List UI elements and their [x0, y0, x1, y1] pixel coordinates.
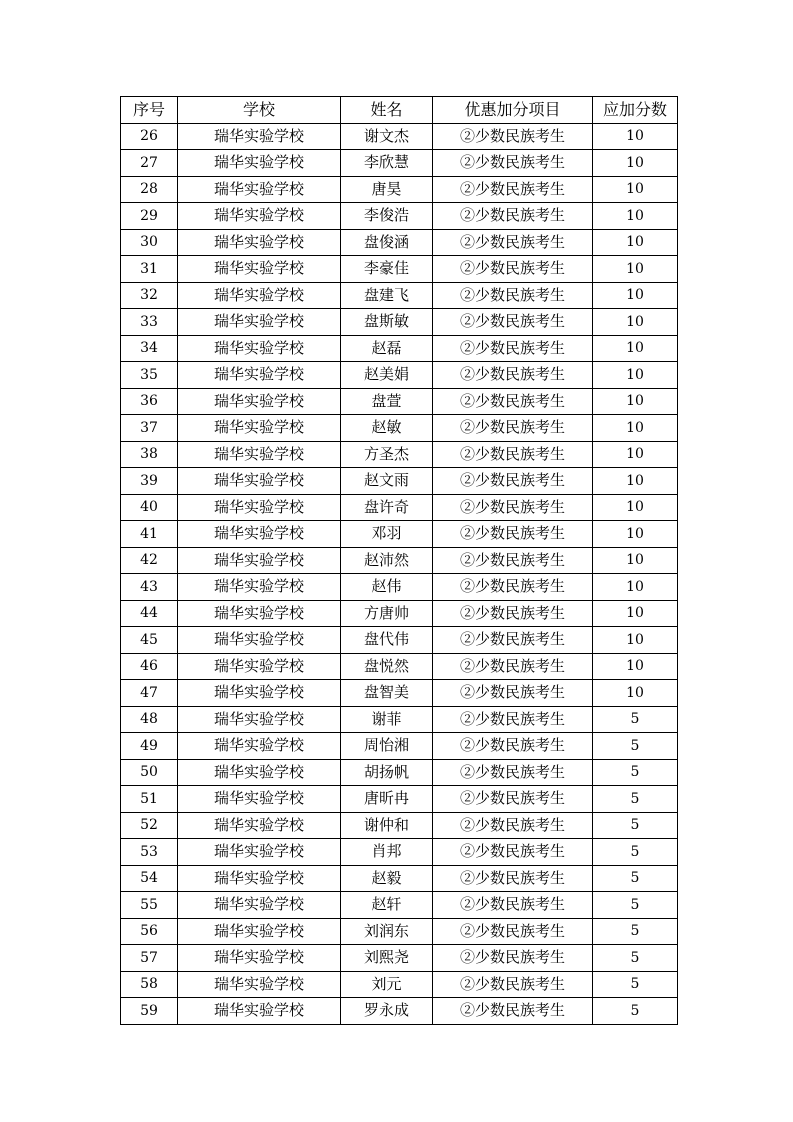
- cell-name: 赵敏: [341, 415, 433, 442]
- cell-seq: 28: [121, 176, 178, 203]
- cell-school: 瑞华实验学校: [178, 494, 341, 521]
- cell-name: 赵沛然: [341, 547, 433, 574]
- cell-name: 唐昕冉: [341, 786, 433, 813]
- cell-name: 唐昊: [341, 176, 433, 203]
- cell-name: 盘萱: [341, 388, 433, 415]
- cell-school: 瑞华实验学校: [178, 574, 341, 601]
- cell-seq: 49: [121, 733, 178, 760]
- table-row: [121, 547, 678, 574]
- table-row: [121, 388, 678, 415]
- cell-seq: 36: [121, 388, 178, 415]
- cell-item: ②少数民族考生: [433, 918, 593, 945]
- cell-school: 瑞华实验学校: [178, 733, 341, 760]
- cell-seq: 33: [121, 309, 178, 336]
- cell-item: ②少数民族考生: [433, 839, 593, 866]
- cell-score: 10: [593, 494, 678, 521]
- cell-school: 瑞华实验学校: [178, 839, 341, 866]
- cell-name: 赵美娟: [341, 362, 433, 389]
- cell-score: 5: [593, 759, 678, 786]
- cell-seq: 58: [121, 971, 178, 998]
- table-row: [121, 282, 678, 309]
- cell-seq: 51: [121, 786, 178, 813]
- cell-name: 罗永成: [341, 998, 433, 1025]
- cell-school: 瑞华实验学校: [178, 653, 341, 680]
- cell-name: 盘悦然: [341, 653, 433, 680]
- cell-score: 10: [593, 680, 678, 707]
- cell-school: 瑞华实验学校: [178, 415, 341, 442]
- cell-seq: 46: [121, 653, 178, 680]
- cell-item: ②少数民族考生: [433, 680, 593, 707]
- cell-item: ②少数民族考生: [433, 653, 593, 680]
- header-school: 学校: [178, 97, 341, 124]
- cell-item: ②少数民族考生: [433, 494, 593, 521]
- cell-item: ②少数民族考生: [433, 574, 593, 601]
- cell-school: 瑞华实验学校: [178, 892, 341, 919]
- cell-name: 盘俊涵: [341, 229, 433, 256]
- table-row: [121, 123, 678, 150]
- cell-seq: 45: [121, 627, 178, 654]
- cell-name: 刘熙尧: [341, 945, 433, 972]
- cell-item: ②少数民族考生: [433, 600, 593, 627]
- cell-score: 10: [593, 521, 678, 548]
- cell-item: ②少数民族考生: [433, 229, 593, 256]
- cell-name: 谢菲: [341, 706, 433, 733]
- table-row: [121, 627, 678, 654]
- cell-seq: 44: [121, 600, 178, 627]
- cell-score: 10: [593, 600, 678, 627]
- cell-seq: 41: [121, 521, 178, 548]
- cell-seq: 27: [121, 150, 178, 177]
- cell-score: 10: [593, 229, 678, 256]
- cell-seq: 26: [121, 123, 178, 150]
- cell-school: 瑞华实验学校: [178, 786, 341, 813]
- table-row: [121, 600, 678, 627]
- cell-school: 瑞华实验学校: [178, 441, 341, 468]
- cell-item: ②少数民族考生: [433, 415, 593, 442]
- cell-item: ②少数民族考生: [433, 786, 593, 813]
- cell-item: ②少数民族考生: [433, 627, 593, 654]
- cell-seq: 34: [121, 335, 178, 362]
- cell-school: 瑞华实验学校: [178, 680, 341, 707]
- cell-school: 瑞华实验学校: [178, 309, 341, 336]
- cell-name: 赵磊: [341, 335, 433, 362]
- header-name: 姓名: [341, 97, 433, 124]
- cell-score: 10: [593, 388, 678, 415]
- cell-name: 盘建飞: [341, 282, 433, 309]
- table-body: [121, 123, 678, 1024]
- table-row: [121, 176, 678, 203]
- header-seq: 序号: [121, 97, 178, 124]
- cell-score: 10: [593, 362, 678, 389]
- cell-item: ②少数民族考生: [433, 309, 593, 336]
- cell-score: 10: [593, 335, 678, 362]
- table-row: [121, 733, 678, 760]
- cell-score: 5: [593, 706, 678, 733]
- cell-name: 盘代伟: [341, 627, 433, 654]
- cell-school: 瑞华实验学校: [178, 547, 341, 574]
- table-row: [121, 680, 678, 707]
- table-header: [121, 97, 678, 124]
- cell-score: 10: [593, 441, 678, 468]
- table-row: [121, 892, 678, 919]
- cell-score: 10: [593, 627, 678, 654]
- cell-seq: 43: [121, 574, 178, 601]
- cell-school: 瑞华实验学校: [178, 971, 341, 998]
- table-row: [121, 865, 678, 892]
- cell-item: ②少数民族考生: [433, 282, 593, 309]
- cell-seq: 37: [121, 415, 178, 442]
- table-row: [121, 441, 678, 468]
- header-item: 优惠加分项目: [433, 97, 593, 124]
- cell-school: 瑞华实验学校: [178, 150, 341, 177]
- cell-seq: 35: [121, 362, 178, 389]
- table-row: [121, 998, 678, 1025]
- cell-school: 瑞华实验学校: [178, 362, 341, 389]
- cell-name: 邓羽: [341, 521, 433, 548]
- cell-school: 瑞华实验学校: [178, 600, 341, 627]
- cell-seq: 54: [121, 865, 178, 892]
- cell-name: 赵轩: [341, 892, 433, 919]
- cell-score: 10: [593, 574, 678, 601]
- cell-school: 瑞华实验学校: [178, 123, 341, 150]
- table-row: [121, 839, 678, 866]
- cell-item: ②少数民族考生: [433, 468, 593, 495]
- cell-school: 瑞华实验学校: [178, 865, 341, 892]
- table-row: [121, 229, 678, 256]
- cell-name: 盘许奇: [341, 494, 433, 521]
- cell-school: 瑞华实验学校: [178, 229, 341, 256]
- cell-school: 瑞华实验学校: [178, 627, 341, 654]
- cell-name: 谢仲和: [341, 812, 433, 839]
- cell-item: ②少数民族考生: [433, 123, 593, 150]
- cell-score: 5: [593, 786, 678, 813]
- cell-seq: 50: [121, 759, 178, 786]
- cell-school: 瑞华实验学校: [178, 256, 341, 283]
- cell-item: ②少数民族考生: [433, 547, 593, 574]
- cell-seq: 30: [121, 229, 178, 256]
- cell-score: 5: [593, 945, 678, 972]
- cell-score: 10: [593, 415, 678, 442]
- cell-school: 瑞华实验学校: [178, 945, 341, 972]
- cell-name: 谢文杰: [341, 123, 433, 150]
- cell-seq: 42: [121, 547, 178, 574]
- cell-name: 赵毅: [341, 865, 433, 892]
- table-row: [121, 415, 678, 442]
- cell-school: 瑞华实验学校: [178, 759, 341, 786]
- cell-name: 刘元: [341, 971, 433, 998]
- cell-school: 瑞华实验学校: [178, 812, 341, 839]
- cell-seq: 55: [121, 892, 178, 919]
- cell-seq: 52: [121, 812, 178, 839]
- cell-school: 瑞华实验学校: [178, 388, 341, 415]
- cell-seq: 39: [121, 468, 178, 495]
- cell-item: ②少数民族考生: [433, 945, 593, 972]
- cell-item: ②少数民族考生: [433, 892, 593, 919]
- cell-seq: 57: [121, 945, 178, 972]
- table-row: [121, 309, 678, 336]
- cell-score: 10: [593, 282, 678, 309]
- cell-school: 瑞华实验学校: [178, 521, 341, 548]
- cell-seq: 29: [121, 203, 178, 230]
- cell-score: 10: [593, 309, 678, 336]
- cell-score: 5: [593, 918, 678, 945]
- bonus-points-table: [120, 96, 678, 1025]
- cell-item: ②少数民族考生: [433, 812, 593, 839]
- cell-seq: 56: [121, 918, 178, 945]
- table-row: [121, 812, 678, 839]
- cell-item: ②少数民族考生: [433, 335, 593, 362]
- table-row: [121, 706, 678, 733]
- cell-score: 10: [593, 653, 678, 680]
- cell-seq: 53: [121, 839, 178, 866]
- cell-item: ②少数民族考生: [433, 865, 593, 892]
- table-row: [121, 574, 678, 601]
- header-score: 应加分数: [593, 97, 678, 124]
- table-row: [121, 521, 678, 548]
- table-row: [121, 494, 678, 521]
- cell-score: 5: [593, 971, 678, 998]
- cell-item: ②少数民族考生: [433, 150, 593, 177]
- cell-name: 肖邦: [341, 839, 433, 866]
- table-row: [121, 918, 678, 945]
- table-row: [121, 945, 678, 972]
- cell-score: 10: [593, 123, 678, 150]
- cell-school: 瑞华实验学校: [178, 468, 341, 495]
- cell-item: ②少数民族考生: [433, 733, 593, 760]
- cell-school: 瑞华实验学校: [178, 335, 341, 362]
- cell-name: 李俊浩: [341, 203, 433, 230]
- cell-seq: 38: [121, 441, 178, 468]
- cell-name: 胡扬帆: [341, 759, 433, 786]
- table-row: [121, 468, 678, 495]
- table-row: [121, 362, 678, 389]
- cell-score: 10: [593, 468, 678, 495]
- cell-seq: 31: [121, 256, 178, 283]
- cell-item: ②少数民族考生: [433, 759, 593, 786]
- cell-item: ②少数民族考生: [433, 441, 593, 468]
- cell-name: 李欣慧: [341, 150, 433, 177]
- cell-score: 5: [593, 998, 678, 1025]
- header-row: [121, 97, 678, 124]
- cell-name: 赵文雨: [341, 468, 433, 495]
- table-row: [121, 759, 678, 786]
- cell-item: ②少数民族考生: [433, 176, 593, 203]
- cell-score: 10: [593, 256, 678, 283]
- cell-seq: 47: [121, 680, 178, 707]
- cell-item: ②少数民族考生: [433, 998, 593, 1025]
- table-row: [121, 971, 678, 998]
- cell-name: 盘斯敏: [341, 309, 433, 336]
- table-row: [121, 256, 678, 283]
- cell-score: 5: [593, 812, 678, 839]
- cell-school: 瑞华实验学校: [178, 203, 341, 230]
- cell-name: 赵伟: [341, 574, 433, 601]
- cell-name: 李豪佳: [341, 256, 433, 283]
- cell-score: 5: [593, 733, 678, 760]
- cell-school: 瑞华实验学校: [178, 998, 341, 1025]
- cell-seq: 40: [121, 494, 178, 521]
- cell-item: ②少数民族考生: [433, 521, 593, 548]
- cell-score: 10: [593, 150, 678, 177]
- cell-name: 周怡湘: [341, 733, 433, 760]
- table-row: [121, 335, 678, 362]
- cell-item: ②少数民族考生: [433, 706, 593, 733]
- table-row: [121, 203, 678, 230]
- table-row: [121, 653, 678, 680]
- cell-name: 盘智美: [341, 680, 433, 707]
- cell-item: ②少数民族考生: [433, 203, 593, 230]
- cell-score: 10: [593, 547, 678, 574]
- table-row: [121, 150, 678, 177]
- cell-seq: 32: [121, 282, 178, 309]
- cell-item: ②少数民族考生: [433, 362, 593, 389]
- cell-seq: 59: [121, 998, 178, 1025]
- cell-seq: 48: [121, 706, 178, 733]
- cell-name: 刘润东: [341, 918, 433, 945]
- cell-score: 5: [593, 839, 678, 866]
- cell-score: 5: [593, 892, 678, 919]
- cell-school: 瑞华实验学校: [178, 282, 341, 309]
- cell-item: ②少数民族考生: [433, 971, 593, 998]
- cell-name: 方唐帅: [341, 600, 433, 627]
- table-row: [121, 786, 678, 813]
- cell-school: 瑞华实验学校: [178, 176, 341, 203]
- cell-name: 方圣杰: [341, 441, 433, 468]
- cell-item: ②少数民族考生: [433, 256, 593, 283]
- cell-item: ②少数民族考生: [433, 388, 593, 415]
- cell-score: 10: [593, 176, 678, 203]
- cell-school: 瑞华实验学校: [178, 706, 341, 733]
- cell-school: 瑞华实验学校: [178, 918, 341, 945]
- cell-score: 5: [593, 865, 678, 892]
- cell-score: 10: [593, 203, 678, 230]
